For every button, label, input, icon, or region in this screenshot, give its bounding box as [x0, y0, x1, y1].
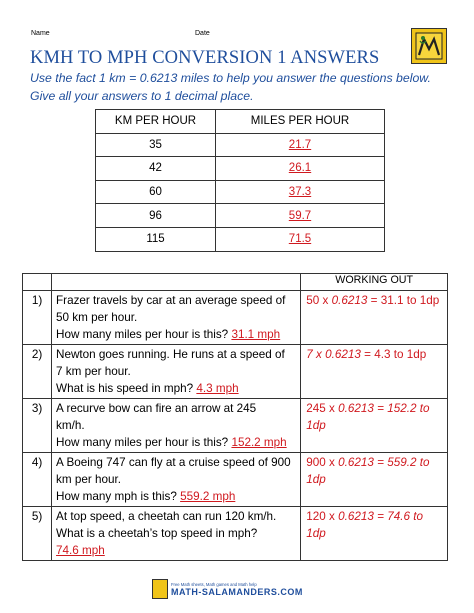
- question-text: [52, 399, 301, 453]
- name-label: Name: [31, 30, 50, 37]
- question-ask-line: [56, 488, 297, 505]
- question-answer: 4.3 mph: [196, 382, 239, 395]
- miles-answer: 37.3: [288, 186, 312, 199]
- working-out: [301, 345, 448, 399]
- question-number: 4): [23, 453, 52, 507]
- working-out: [301, 291, 448, 345]
- question-row: [23, 345, 448, 399]
- question-line: A recurve bow can fire an arrow at 245: [56, 402, 257, 415]
- working-factor: 0.6213 = 559.2 to 1dp: [306, 456, 430, 486]
- question-number: 2): [23, 345, 52, 399]
- km-value: 42: [96, 157, 216, 181]
- question-number: 1): [23, 291, 52, 345]
- question-number: 5): [23, 507, 52, 561]
- miles-cell: [216, 180, 385, 204]
- miles-header: MILES PER HOUR: [216, 110, 385, 134]
- questions-table: [22, 273, 448, 561]
- conversion-table: [95, 109, 385, 252]
- question-text: [52, 507, 301, 561]
- working-out-header: WORKING OUT: [301, 274, 448, 291]
- question-ask-line: [56, 326, 297, 343]
- km-value: 60: [96, 180, 216, 204]
- question-text: [52, 453, 301, 507]
- miles-answer: 21.7: [288, 138, 312, 151]
- miles-cell: [216, 133, 385, 157]
- question-ask: How many miles per hour is this?: [56, 328, 232, 341]
- miles-cell: [216, 204, 385, 228]
- working-factor: 0.6213: [331, 294, 368, 307]
- conversion-row: [96, 227, 385, 251]
- question-ask-line: [56, 380, 297, 397]
- question-line: Frazer travels by car at an average speed of: [56, 294, 286, 307]
- question-ask: What is his speed in mph?: [56, 382, 197, 395]
- question-answer: 31.1 mph: [231, 328, 281, 341]
- working-part: 50 x: [306, 294, 332, 307]
- question-ask-line: [56, 542, 297, 559]
- math-salamanders-logo-icon: [411, 28, 447, 64]
- footer-tagline: Free Math sheets, Math games and Math help: [171, 581, 257, 587]
- working-factor: 0.6213 = 74.6 to 1dp: [306, 510, 423, 540]
- km-value: 96: [96, 204, 216, 228]
- questions-header-row: [23, 274, 448, 291]
- question-line: km/h.: [56, 419, 85, 432]
- footer-logo: [152, 574, 322, 604]
- working-part: 900 x: [306, 456, 339, 469]
- question-text: [52, 291, 301, 345]
- conversion-row: [96, 204, 385, 228]
- working-out: [301, 399, 448, 453]
- conversion-row: [96, 180, 385, 204]
- working-result: = 4.3 to 1dp: [360, 348, 427, 361]
- question-number: 3): [23, 399, 52, 453]
- conversion-row: [96, 133, 385, 157]
- miles-cell: [216, 227, 385, 251]
- date-label: Date: [195, 30, 210, 37]
- working-part: 245 x: [306, 402, 339, 415]
- working-out: [301, 507, 448, 561]
- question-row: [23, 453, 448, 507]
- question-header: [52, 274, 301, 291]
- question-row: [23, 291, 448, 345]
- question-ask: How many miles per hour is this?: [56, 436, 232, 449]
- page-title: KMH TO MPH CONVERSION 1 ANSWERS: [30, 48, 380, 68]
- question-answer: 559.2 mph: [180, 490, 236, 503]
- working-factor: 0.6213: [325, 348, 361, 361]
- km-header: KM PER HOUR: [96, 110, 216, 134]
- instruction-line-1: Use the fact 1 km = 0.6213 miles to help you answer the questions below.: [30, 71, 431, 85]
- working-factor: 0.6213 = 152.2 to 1dp: [306, 402, 430, 432]
- question-line: What is a cheetah’s top speed in mph?: [56, 527, 258, 540]
- working-out: [301, 453, 448, 507]
- question-line: km per hour.: [56, 473, 122, 486]
- footer-text: [171, 582, 303, 597]
- question-answer: 152.2 mph: [231, 436, 287, 449]
- question-line: 50 km per hour.: [56, 311, 138, 324]
- conversion-row: [96, 157, 385, 181]
- number-header: [23, 274, 52, 291]
- instruction-line-2: Give all your answers to 1 decimal place.: [30, 89, 254, 103]
- question-ask: How many mph is this?: [56, 490, 181, 503]
- salamander-icon: [152, 579, 168, 599]
- question-row: [23, 399, 448, 453]
- question-line: Newton goes running. He runs at a speed of: [56, 348, 285, 361]
- miles-cell: [216, 157, 385, 181]
- question-line: A Boeing 747 can fly at a cruise speed of 900: [56, 456, 291, 469]
- question-line: At top speed, a cheetah can run 120 km/h.: [56, 510, 277, 523]
- question-row: [23, 507, 448, 561]
- question-ask-line: [56, 434, 297, 451]
- km-value: 35: [96, 133, 216, 157]
- footer-brand: MATH-SALAMANDERS.COM: [171, 586, 303, 597]
- miles-answer: 59.7: [288, 209, 312, 222]
- conversion-header-row: [96, 110, 385, 134]
- question-answer: 74.6 mph: [56, 544, 105, 557]
- question-text: [52, 345, 301, 399]
- working-result: = 31.1 to 1dp: [367, 294, 440, 307]
- miles-answer: 71.5: [288, 233, 312, 246]
- km-value: 115: [96, 227, 216, 251]
- miles-answer: 26.1: [288, 162, 312, 175]
- working-part: 120 x: [306, 510, 339, 523]
- working-part: 7 x: [306, 348, 326, 361]
- question-line: 7 km per hour.: [56, 365, 131, 378]
